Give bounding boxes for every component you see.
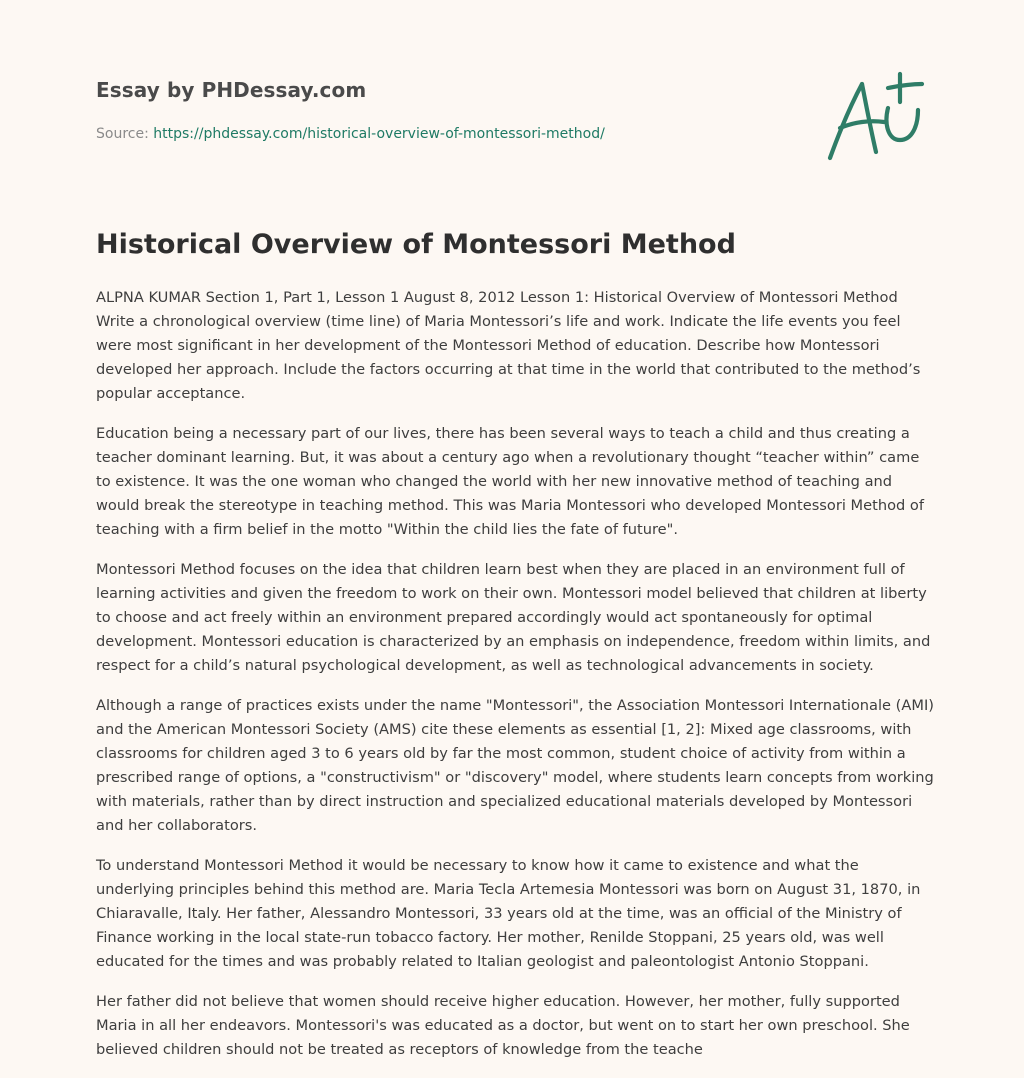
essay-paragraph: Montessori Method focuses on the idea that children learn best when they are placed in an environment full of learning activities and given the freedom to work on their own. Montessori model believed that children at liberty to choose and act freely within an environment prepared accordingly would act spontaneously for optimal development. Montessori education is characterized by an emphasis on independence, freedom within limits, and respect for a child’s natural psychological development, as well as technological advancements in society. xyxy=(96,561,931,674)
site-brand: Essay by PHDessay.com xyxy=(96,78,367,102)
a-plus-handwritten-icon xyxy=(826,70,926,162)
essay-paragraph: Her father did not believe that women should receive higher education. However, her mother, fully supported Maria in all her endeavors. Montessori's was educated as a doctor, but went on to start her own preschool. She believed children should not be treated as receptors of knowledge from the teache xyxy=(96,993,910,1058)
essay-title: Historical Overview of Montessori Method xyxy=(96,229,736,260)
essay-paragraph: ALPNA KUMAR Section 1, Part 1, Lesson 1 August 8, 2012 Lesson 1: Historical Overview of Montessori Method Write a chronological overview (time line) of Maria Montessori’s life and work. Indicate the life events you feel were most significant in her development of the Montessori Method of education. Describe how Montessori developed her approach. Include the factors occurring at that time in the world that contributed to the method’s popular acceptance. xyxy=(96,289,921,402)
essay-paragraph: Although a range of practices exists under the name "Montessori", the Association Montessori Internationale (AMI) and the American Montessori Society (AMS) cite these elements as essential [1, 2]: Mixed age classrooms, with classrooms for children aged 3 to 6 years old by far the most common, student choice of activity from within a prescribed range of options, a "constructivism" or "discovery" model, where students learn concepts from working with materials, rather than by direct instruction and specialized educational materials developed by Montessori and her collaborators. xyxy=(96,697,934,834)
essay-paragraph: Education being a necessary part of our lives, there has been several ways to teach a child and thus creating a teacher dominant learning. But, it was about a century ago when a revolutionary thought “teacher within” came to existence. It was the one woman who changed the world with her new innovative method of teaching and would break the stereotype in teaching method. This was Maria Montessori who developed Montessori Method of teaching with a firm belief in the motto "Within the child lies the fate of future". xyxy=(96,425,924,538)
essay-body xyxy=(96,286,936,1078)
source-line xyxy=(96,124,605,144)
source-label: Source: xyxy=(96,126,149,142)
source-link[interactable]: https://phdessay.com/historical-overview-of-montessori-method/ xyxy=(153,126,605,142)
page-header xyxy=(96,76,928,186)
essay-paragraph: To understand Montessori Method it would be necessary to know how it came to existence and what the underlying principles behind this method are. Maria Tecla Artemesia Montessori was born on August 31, 1870, in Chiaravalle, Italy. Her father, Alessandro Montessori, 33 years old at the time, was an official of the Ministry of Finance working in the local state-run tobacco factory. Her mother, Renilde Stoppani, 25 years old, was well educated for the times and was probably related to Italian geologist and paleontologist Antonio Stoppani. xyxy=(96,857,921,970)
